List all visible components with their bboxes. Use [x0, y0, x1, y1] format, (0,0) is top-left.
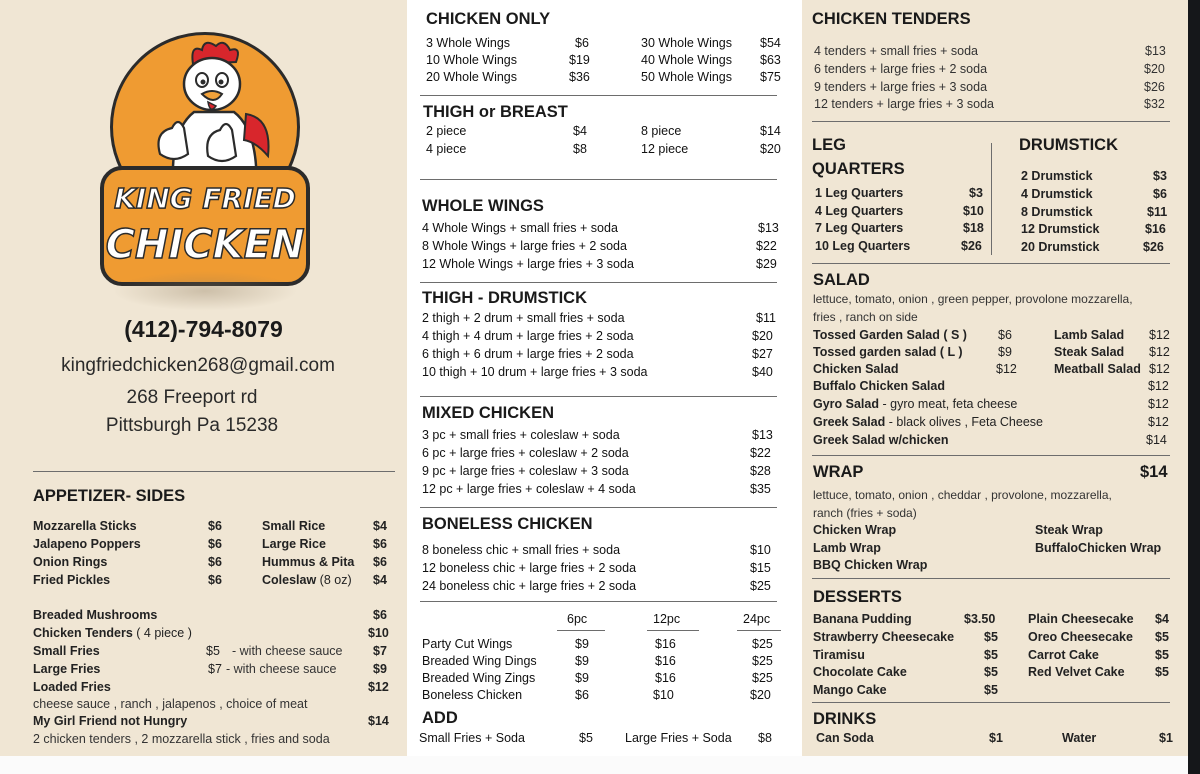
- menu-item-price: $22: [756, 239, 777, 253]
- menu-item-name: [813, 415, 1043, 429]
- menu-item-price: $3: [1153, 169, 1167, 183]
- salad-description: lettuce, tomato, onion , green pepper, provolone mozzarella,: [813, 292, 1133, 306]
- menu-item-price: $4: [573, 124, 587, 138]
- menu-item-price: $1: [1159, 731, 1173, 745]
- leg-quarters-title-line2: QUARTERS: [812, 160, 905, 178]
- menu-item-price: $6: [208, 519, 222, 533]
- menu-item-price: $8: [573, 142, 587, 156]
- coleslaw-size-note: (8 oz): [319, 573, 352, 587]
- bottom-margin: [0, 756, 1188, 774]
- divider: [420, 396, 777, 397]
- menu-item-name: Buffalo Chicken Salad: [813, 379, 945, 393]
- menu-item-name: 12 boneless chic + large fries + 2 soda: [422, 561, 637, 575]
- divider: [812, 578, 1170, 579]
- menu-item-price: $15: [750, 561, 771, 575]
- menu-item-price: $22: [750, 446, 771, 460]
- divider: [420, 95, 777, 96]
- menu-item-name: 30 Whole Wings: [641, 36, 733, 50]
- menu-item-name: 50 Whole Wings: [641, 70, 733, 84]
- menu-item-name: 3 pc + small fries + coleslaw + soda: [422, 428, 620, 442]
- menu-item-name: Steak Salad: [1054, 345, 1125, 359]
- menu-item-name: Water: [1062, 731, 1097, 745]
- menu-item-name: 9 tenders + large fries + 3 soda: [814, 80, 988, 94]
- menu-item-price: $26: [1143, 240, 1164, 254]
- menu-item-name: 10 Whole Wings: [426, 53, 518, 67]
- menu-item-price: $20: [1144, 62, 1165, 76]
- divider: [33, 471, 395, 472]
- menu-item-price: $25: [752, 637, 773, 651]
- menu-item-price: $12: [1149, 328, 1170, 342]
- leg-quarters-title-line1: LEG: [812, 136, 846, 154]
- divider: [557, 630, 605, 631]
- logo-text-line2: CHICKEN: [105, 222, 305, 268]
- menu-item-name: 4 Whole Wings + small fries + soda: [422, 221, 618, 235]
- thigh-drumstick-title: THIGH - DRUMSTICK: [422, 289, 587, 307]
- menu-item-name: 2 thigh + 2 drum + small fries + soda: [422, 311, 625, 325]
- menu-item-price: $32: [1144, 97, 1165, 111]
- menu-item-name: Party Cut Wings: [422, 637, 513, 651]
- menu-item-name: Mozzarella Sticks: [33, 519, 137, 533]
- menu-item-name: Tossed garden salad ( L ): [813, 345, 963, 359]
- menu-item-price: $25: [750, 579, 771, 593]
- menu-item-price: $14: [1146, 433, 1167, 447]
- menu-item-price: $6: [208, 537, 222, 551]
- menu-item-name: Red Velvet Cake: [1028, 665, 1125, 679]
- menu-item-name: Plain Cheesecake: [1028, 612, 1134, 626]
- menu-item-price: $16: [655, 654, 676, 668]
- menu-item-price: $18: [963, 221, 984, 235]
- menu-item-name: 4 thigh + 4 drum + large fries + 2 soda: [422, 329, 634, 343]
- menu-item-price: $10: [653, 688, 674, 702]
- chicken-tenders-title: CHICKEN TENDERS: [812, 10, 971, 28]
- brand-logo: [100, 26, 312, 311]
- window-edge: [1188, 0, 1200, 774]
- menu-item-name: 4 piece: [426, 142, 467, 156]
- menu-item-name: Small Fries + Soda: [419, 731, 525, 745]
- menu-item-price: $6: [575, 688, 589, 702]
- menu-item-price: $5: [984, 648, 998, 662]
- menu-item-name: [33, 626, 192, 640]
- menu-item-price: $4: [373, 519, 387, 533]
- street-address: 268 Freeport rd: [126, 387, 258, 408]
- menu-item-name: Greek Salad w/chicken: [813, 433, 949, 447]
- whole-wings-title: WHOLE WINGS: [422, 197, 544, 215]
- cheese-sauce-note: - with cheese sauce: [232, 644, 343, 658]
- menu-item-price: $20: [760, 142, 781, 156]
- menu-item-price: $16: [1145, 222, 1166, 236]
- menu-item-price: $10: [750, 543, 771, 557]
- menu-item-name: Can Soda: [816, 731, 874, 745]
- menu-item-price: $5: [1155, 630, 1169, 644]
- chicken-tenders-label: Chicken Tenders: [33, 626, 133, 640]
- menu-item-name: 8 piece: [641, 124, 682, 138]
- menu-item-price: $6: [1153, 187, 1167, 201]
- divider: [420, 601, 777, 602]
- menu-item-price: $4: [373, 573, 387, 587]
- menu-item-name: 9 pc + large fries + coleslaw + 3 soda: [422, 464, 629, 478]
- menu-item-name: Small Fries: [33, 644, 100, 658]
- menu-item-name: 4 Leg Quarters: [815, 204, 904, 218]
- menu-item-price: $54: [760, 36, 781, 50]
- salad-description: fries , ranch on side: [813, 310, 918, 324]
- chicken-only-title: CHICKEN ONLY: [426, 10, 551, 28]
- menu-item-name: 4 tenders + small fries + soda: [814, 44, 978, 58]
- drumstick-title: DRUMSTICK: [1019, 136, 1118, 154]
- menu-item-name: 12 Drumstick: [1021, 222, 1100, 236]
- menu-item-name: 6 tenders + large fries + 2 soda: [814, 62, 988, 76]
- menu-item-price: $12: [1149, 345, 1170, 359]
- menu-item-price: $12: [1148, 379, 1169, 393]
- menu-item-name: Lamb Salad: [1054, 328, 1125, 342]
- menu-item-name: BBQ Chicken Wrap: [813, 558, 928, 572]
- menu-item-price: $20: [752, 329, 773, 343]
- wrap-price: $14: [1140, 463, 1168, 481]
- menu-item-price: $29: [756, 257, 777, 271]
- menu-item-name: 6 pc + large fries + coleslaw + 2 soda: [422, 446, 629, 460]
- menu-item-name: Banana Pudding: [813, 612, 912, 626]
- menu-item-price: $12: [1148, 397, 1169, 411]
- menu-item-name: Large Fries: [33, 662, 101, 676]
- menu-item-name: BuffaloChicken Wrap: [1035, 541, 1162, 555]
- tenders-count-note: ( 4 piece ): [136, 626, 192, 640]
- menu-item-price: $4: [1155, 612, 1169, 626]
- menu-item-name: 7 Leg Quarters: [815, 221, 904, 235]
- menu-item-price: $36: [569, 70, 590, 84]
- greek-salad-note: - black olives , Feta Cheese: [888, 415, 1043, 429]
- menu-item-price: $63: [760, 53, 781, 67]
- menu-item-price: $6: [575, 36, 589, 50]
- menu-item-name: 8 Drumstick: [1021, 205, 1093, 219]
- add-title: ADD: [422, 709, 458, 727]
- menu-item-price: $6: [373, 537, 387, 551]
- divider: [420, 507, 777, 508]
- menu-item-name: 8 Whole Wings + large fries + 2 soda: [422, 239, 627, 253]
- menu-item-price: $25: [752, 671, 773, 685]
- menu-item-name: 8 boneless chic + small fries + soda: [422, 543, 621, 557]
- menu-item-price: $11: [1147, 205, 1168, 219]
- menu-item-price: $28: [750, 464, 771, 478]
- menu-item-name: 20 Drumstick: [1021, 240, 1100, 254]
- menu-item-name: My Girl Friend not Hungry: [33, 714, 188, 728]
- divider: [812, 702, 1170, 703]
- menu-item-price: $9: [373, 662, 387, 676]
- menu-item-name: Chicken Salad: [813, 362, 899, 376]
- divider: [420, 282, 777, 283]
- divider: [647, 630, 699, 631]
- menu-item-price: $27: [752, 347, 773, 361]
- menu-item-name: 2 piece: [426, 124, 467, 138]
- menu-item-name: 12 pc + large fries + coleslaw + 4 soda: [422, 482, 636, 496]
- menu-item-price: $3: [969, 186, 983, 200]
- menu-item-name: 1 Leg Quarters: [815, 186, 904, 200]
- boneless-chicken-title: BONELESS CHICKEN: [422, 515, 593, 533]
- menu-item-description: cheese sauce , ranch , jalapenos , choice of meat: [33, 697, 308, 711]
- menu-item-price: $12: [1148, 415, 1169, 429]
- menu-item-name: Breaded Wing Zings: [422, 671, 536, 685]
- menu-item-price: $12: [1149, 362, 1170, 376]
- wrap-description: ranch (fries + soda): [813, 506, 917, 520]
- divider: [812, 121, 1170, 122]
- divider: [420, 179, 777, 180]
- city-address: Pittsburgh Pa 15238: [105, 415, 279, 436]
- menu-item-price: $9: [575, 654, 589, 668]
- menu-item-price: $12: [368, 680, 389, 694]
- menu-item-name: 4 Drumstick: [1021, 187, 1093, 201]
- menu-item-price: $75: [760, 70, 781, 84]
- menu-item-price: $7: [373, 644, 387, 658]
- divider: [812, 455, 1170, 456]
- menu-item-price: $13: [752, 428, 773, 442]
- column-header: 24pc: [743, 612, 771, 626]
- menu-item-price: $6: [373, 608, 387, 622]
- menu-item-price: $5: [1155, 648, 1169, 662]
- menu-item-name: [813, 397, 1017, 411]
- menu-item-name: Fried Pickles: [33, 573, 111, 587]
- menu-item-price: $12: [996, 362, 1017, 376]
- logo-text-line1: KING FRIED: [114, 182, 296, 215]
- column-header: 12pc: [653, 612, 681, 626]
- email-address: kingfriedchicken268@gmail.com: [61, 355, 335, 376]
- menu-item-name: Small Rice: [262, 519, 326, 533]
- menu-item-price: $5: [1155, 665, 1169, 679]
- menu-item-price: $5: [206, 644, 220, 658]
- right-menu-panel: [802, 0, 1188, 756]
- menu-item-name: 20 Whole Wings: [426, 70, 518, 84]
- menu-item-price: $26: [961, 239, 982, 253]
- menu-item-price: $14: [760, 124, 781, 138]
- menu-item-price: $6: [208, 573, 222, 587]
- menu-item-name: [262, 573, 352, 587]
- menu-item-name: Large Rice: [262, 537, 326, 551]
- menu-item-name: Breaded Mushrooms: [33, 608, 158, 622]
- menu-item-name: 24 boneless chic + large fries + 2 soda: [422, 579, 637, 593]
- menu-item-price: $5: [984, 665, 998, 679]
- menu-item-price: $11: [756, 311, 776, 325]
- phone-number: (412)-794-8079: [124, 316, 283, 342]
- menu-item-name: 10 Leg Quarters: [815, 239, 911, 253]
- menu-item-name: 6 thigh + 6 drum + large fries + 2 soda: [422, 347, 634, 361]
- menu-item-price: $8: [758, 731, 772, 745]
- menu-item-price: $19: [569, 53, 590, 67]
- menu-item-price: $9: [575, 637, 589, 651]
- menu-item-name: Tossed Garden Salad ( S ): [813, 328, 967, 342]
- menu-item-name: Lamb Wrap: [813, 541, 881, 555]
- menu-item-name: 10 thigh + 10 drum + large fries + 3 soda: [422, 365, 648, 379]
- menu-item-name: Carrot Cake: [1028, 648, 1099, 662]
- menu-item-price: $6: [998, 328, 1012, 342]
- greek-salad-label: Greek Salad: [813, 415, 886, 429]
- menu-item-price: $14: [368, 714, 389, 728]
- menu-item-price: $13: [758, 221, 779, 235]
- menu-item-price: $9: [998, 345, 1012, 359]
- menu-item-price: $5: [984, 630, 998, 644]
- menu-item-price: $40: [752, 365, 773, 379]
- menu-item-price: $26: [1144, 80, 1165, 94]
- menu-item-name: Oreo Cheesecake: [1028, 630, 1133, 644]
- drinks-title: DRINKS: [813, 710, 877, 728]
- menu-item-description: 2 chicken tenders , 2 mozzarella stick , fries and soda: [33, 732, 330, 746]
- menu-item-price: $5: [984, 683, 998, 697]
- menu-item-name: 12 piece: [641, 142, 689, 156]
- middle-menu-panel: [409, 0, 799, 756]
- left-menu-panel: [0, 0, 407, 756]
- column-divider: [991, 143, 992, 255]
- divider: [812, 263, 1170, 264]
- menu-item-price: $25: [752, 654, 773, 668]
- cheese-sauce-note: - with cheese sauce: [226, 662, 337, 676]
- menu-item-name: Jalapeno Poppers: [33, 537, 141, 551]
- menu-item-name: Breaded Wing Dings: [422, 654, 537, 668]
- desserts-title: DESSERTS: [813, 588, 902, 606]
- menu-item-name: 40 Whole Wings: [641, 53, 733, 67]
- thigh-breast-title: THIGH or BREAST: [423, 103, 568, 121]
- menu-item-name: Boneless Chicken: [422, 688, 523, 702]
- menu-item-name: Hummus & Pita: [262, 555, 355, 569]
- menu-item-name: 12 Whole Wings + large fries + 3 soda: [422, 257, 634, 271]
- menu-item-name: Large Fries + Soda: [625, 731, 732, 745]
- menu-item-name: Meatball Salad: [1054, 362, 1141, 376]
- gyro-salad-note: - gyro meat, feta cheese: [882, 397, 1018, 411]
- menu-item-name: Onion Rings: [33, 555, 108, 569]
- divider: [737, 630, 781, 631]
- wrap-description: lettuce, tomato, onion , cheddar , provolone, mozzarella,: [813, 488, 1112, 502]
- logo-banner: [100, 166, 310, 286]
- menu-item-name: 3 Whole Wings: [426, 36, 511, 50]
- gyro-salad-label: Gyro Salad: [813, 397, 879, 411]
- menu-item-name: Chicken Wrap: [813, 523, 897, 537]
- menu-item-name: Strawberry Cheesecake: [813, 630, 955, 644]
- menu-item-price: $6: [208, 555, 222, 569]
- logo-shadow: [112, 271, 298, 311]
- menu-item-price: $1: [989, 731, 1003, 745]
- column-header: 6pc: [567, 612, 588, 626]
- menu-item-name: 12 tenders + large fries + 3 soda: [814, 97, 994, 111]
- menu-item-price: $13: [1145, 44, 1166, 58]
- menu-item-price: $10: [368, 626, 389, 640]
- menu-item-price: $16: [655, 637, 676, 651]
- menu-item-price: $7: [208, 662, 222, 676]
- coleslaw-label: Coleslaw: [262, 573, 317, 587]
- menu-item-price: $10: [963, 204, 984, 218]
- salad-title: SALAD: [813, 271, 870, 289]
- menu-item-price: $16: [655, 671, 676, 685]
- menu-item-price: $35: [750, 482, 771, 496]
- menu-item-name: Loaded Fries: [33, 680, 111, 694]
- menu-item-price: $9: [575, 671, 589, 685]
- appetizers-title: APPETIZER- SIDES: [33, 487, 186, 505]
- mixed-chicken-title: MIXED CHICKEN: [422, 404, 555, 422]
- menu-item-name: 2 Drumstick: [1021, 169, 1093, 183]
- menu-item-name: Steak Wrap: [1035, 523, 1103, 537]
- menu-item-name: Tiramisu: [813, 648, 865, 662]
- menu-item-name: Mango Cake: [813, 683, 887, 697]
- menu-item-name: Chocolate Cake: [813, 665, 907, 679]
- menu-item-price: $6: [373, 555, 387, 569]
- menu-item-price: $5: [579, 731, 593, 745]
- menu-item-price: $20: [750, 688, 771, 702]
- wrap-title: WRAP: [813, 463, 864, 481]
- menu-item-price: $3.50: [964, 612, 996, 626]
